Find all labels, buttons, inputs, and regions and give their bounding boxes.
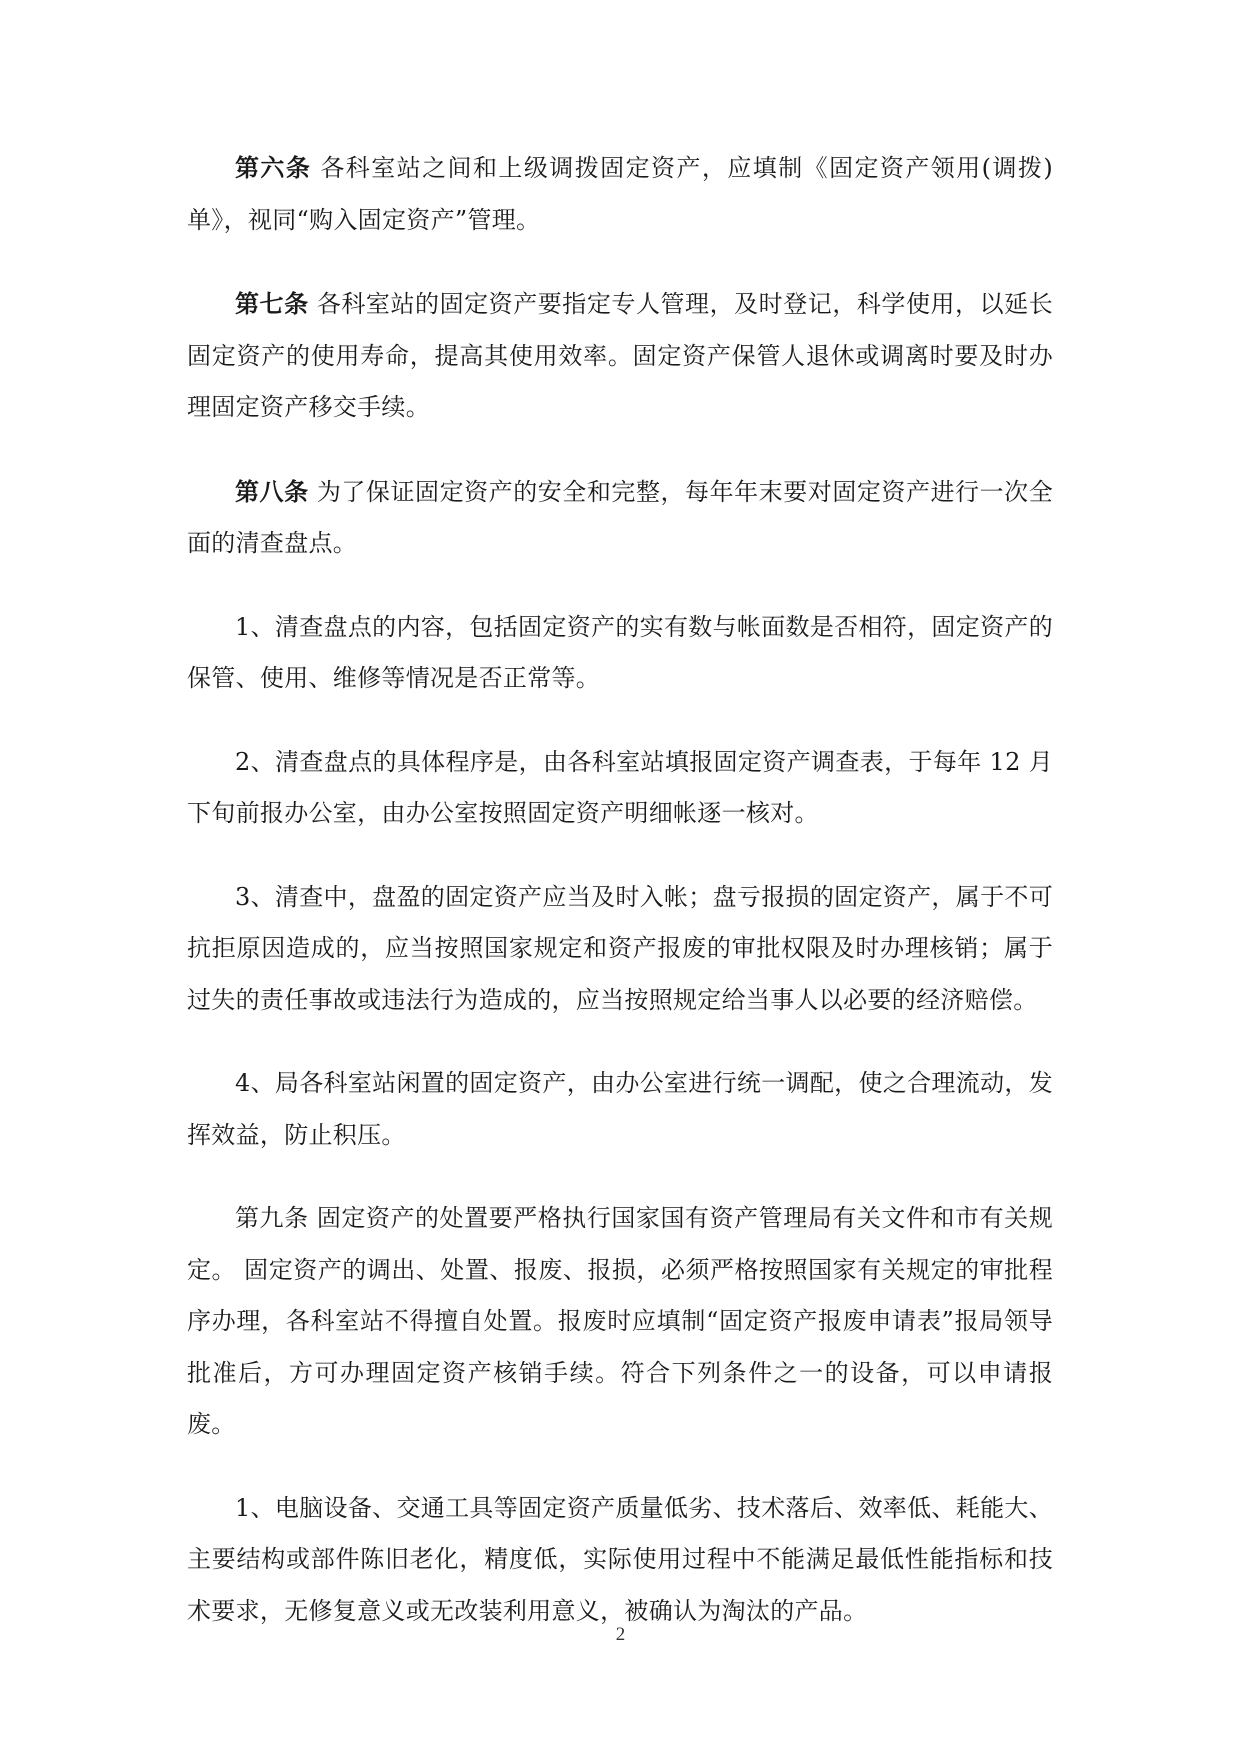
article-8-label: 第八条 <box>235 476 309 506</box>
article-8-text: 为了保证固定资产的安全和完整，每年年末要对固定资产进行一次全面的清查盘点。 <box>187 477 1053 557</box>
article-8-item-4 <box>187 1058 1053 1161</box>
article-8-item-1 <box>187 602 1053 705</box>
article-7-paragraph <box>187 278 1053 434</box>
article-8-item-3-text: 3、清查中，盘盈的固定资产应当及时入帐；盘亏报损的固定资产，属于不可抗拒原因造成的，应当按照国家规定和资产报废的审批权限及时办理核销；属于过失的责任事故或违法行为造成的，应当按照规定给当事人以必要的经济赔偿。 <box>187 882 1053 1014</box>
page-number: 2 <box>615 1624 626 1645</box>
document-body <box>187 142 1053 1669</box>
article-6-paragraph <box>187 142 1053 246</box>
article-6-label: 第六条 <box>235 153 312 182</box>
article-8-item-2-text: 2、清查盘点的具体程序是，由各科室站填报固定资产调查表，于每年 12 月下旬前报办公室，由办公室按照固定资产明细帐逐一核对。 <box>187 747 1053 827</box>
article-8-item-3 <box>187 872 1053 1027</box>
article-9-text: 第九条 固定资产的处置要严格执行国家国有资产管理局有关文件和市有关规定。 固定资产的调出、处置、报废、报损，必须严格按照国家有关规定的审批程序办理，各科室站不得擅自处置。报废时应填制“固定资产报废申请表”报局领导批准后，方可办理固定资产核销手续。符合下列条件之一的设备，可以申请报废。 <box>187 1204 1053 1438</box>
article-8-paragraph <box>187 466 1053 570</box>
article-8-item-4-text: 4、局各科室站闲置的固定资产，由办公室进行统一调配，使之合理流动，发挥效益，防止积压。 <box>187 1069 1053 1149</box>
article-8-item-1-text: 1、清查盘点的内容，包括固定资产的实有数与帐面数是否相符，固定资产的保管、使用、维修等情况是否正常等。 <box>187 612 1053 692</box>
article-9-item-1 <box>187 1483 1053 1638</box>
article-7-label: 第七条 <box>235 289 309 318</box>
article-8-item-2 <box>187 737 1053 840</box>
article-6-text: 各科室站之间和上级调拨固定资产，应填制《固定资产领用(调拨)单》，视同“购入固定资产”管理。 <box>187 154 1053 234</box>
article-9-item-1-text: 1、电脑设备、交通工具等固定资产质量低劣、技术落后、效率低、耗能大、主要结构或部件陈旧老化，精度低，实际使用过程中不能满足最低性能指标和技术要求，无修复意义或无改装利用意义，被确认为淘汰的产品。 <box>187 1493 1053 1625</box>
article-7-text: 各科室站的固定资产要指定专人管理，及时登记，科学使用，以延长固定资产的使用寿命，提高其使用效率。固定资产保管人退休或调离时要及时办理固定资产移交手续。 <box>187 290 1053 421</box>
article-9-paragraph <box>187 1193 1053 1451</box>
